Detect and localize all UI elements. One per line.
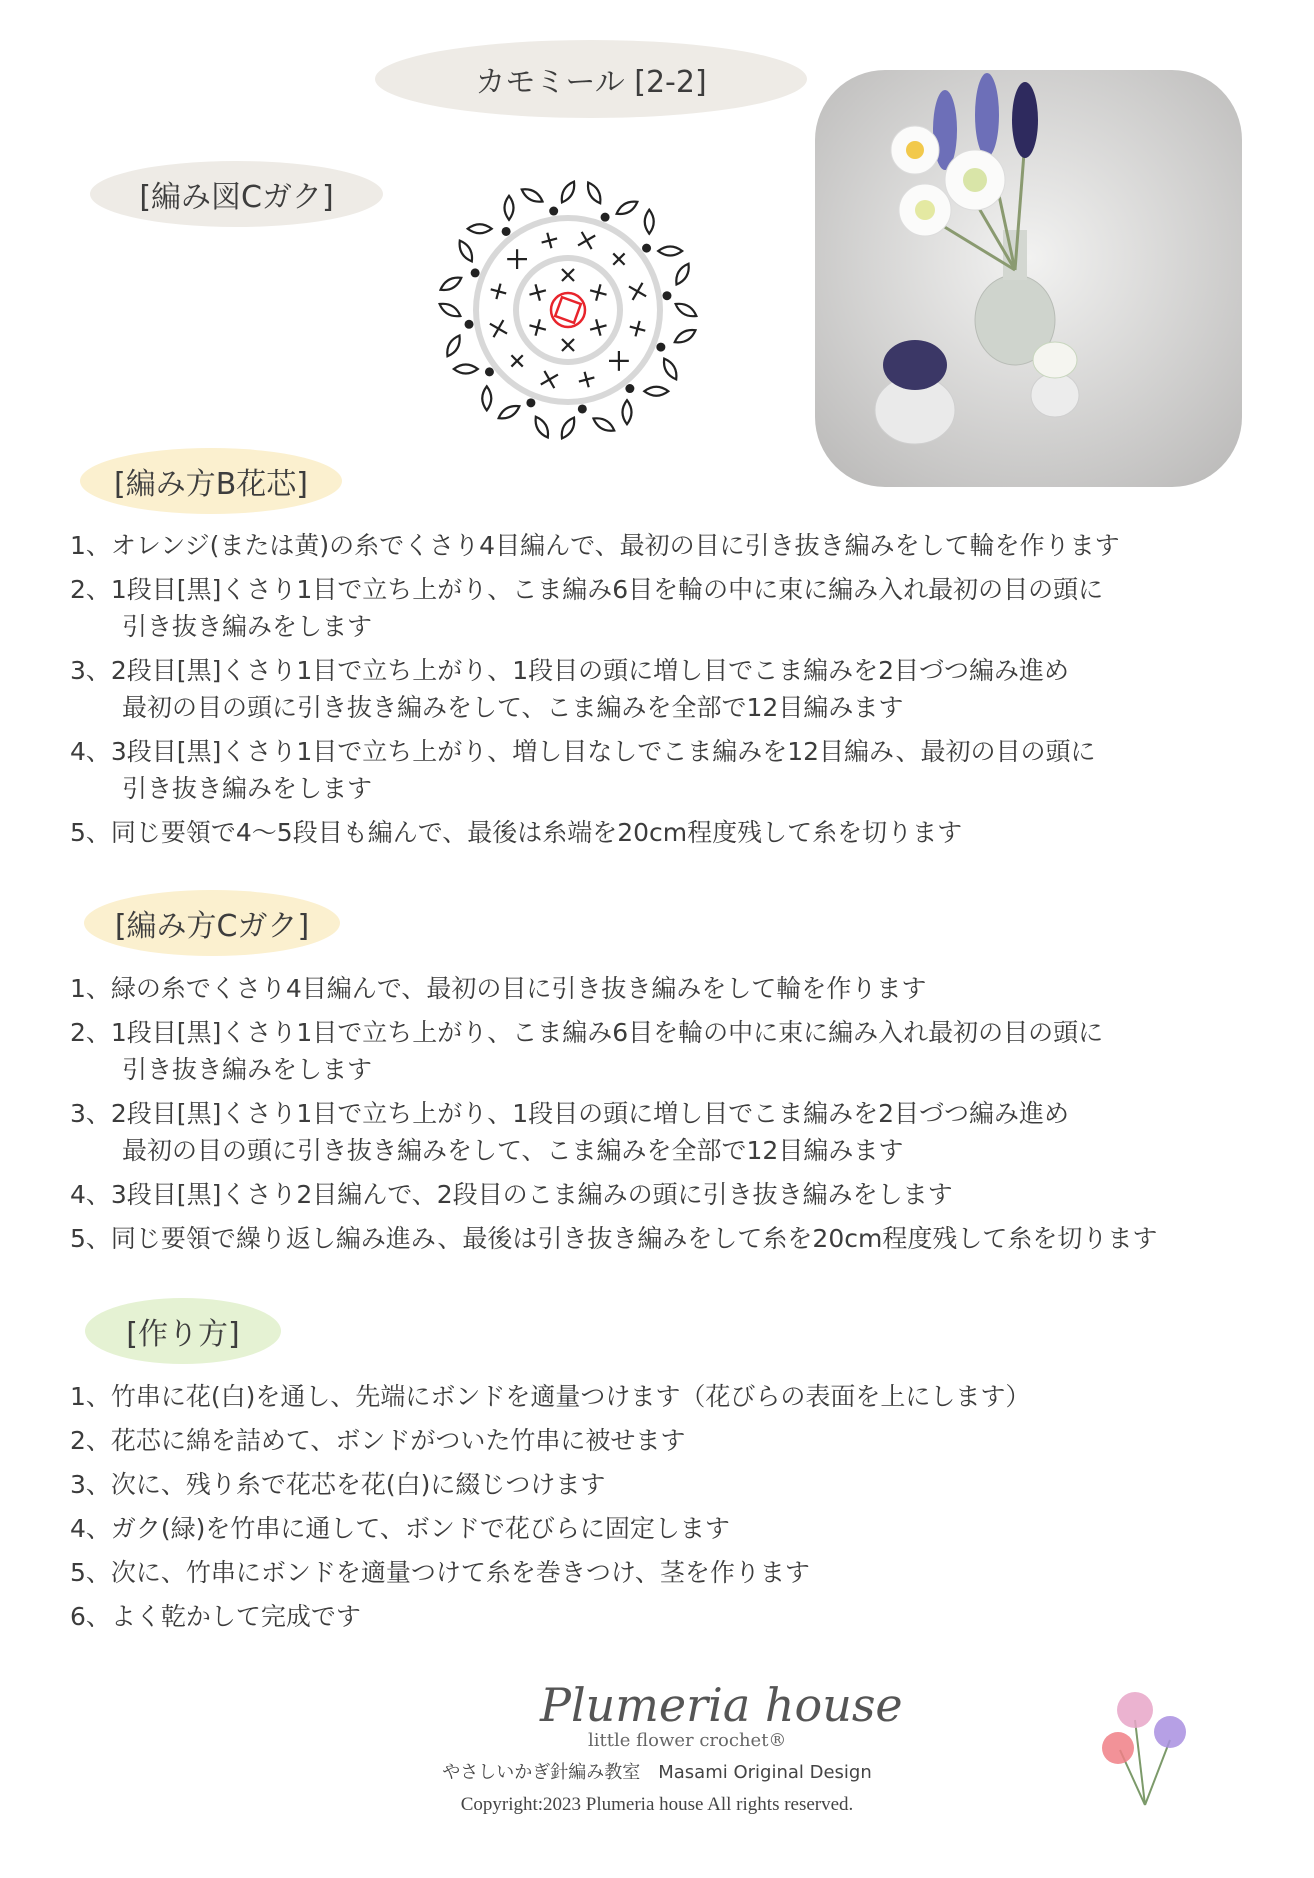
list-item: 2、1段目[黒]くさり1目で立ち上がり、こま編み6目を輪の中に束に編み入れ最初の目の頭に 引き抜き編みをします	[70, 575, 1104, 641]
list-item: 2、1段目[黒]くさり1目で立ち上がり、こま編み6目を輪の中に束に編み入れ最初の目の頭に 引き抜き編みをします	[70, 1018, 1104, 1084]
list-item: 4、3段目[黒]くさり1目で立ち上がり、増し目なしでこま編みを12目編み、最初の目の頭に 引き抜き編みをします	[70, 737, 1096, 803]
logo-main-text: Plumeria house	[540, 1678, 903, 1732]
crochet-chart	[418, 160, 718, 460]
list-item: 4、3段目[黒]くさり2目編んで、2段目のこま編みの頭に引き抜き編みをします	[70, 1180, 953, 1209]
brand-logo	[530, 1678, 903, 1758]
section-make-steps	[70, 1378, 1030, 1642]
section-c-heading: [編み方Cガク]	[84, 890, 340, 956]
section-make-heading: [作り方]	[85, 1298, 281, 1364]
center-ring-icon	[551, 293, 585, 327]
copyright-text: Copyright:2023 Plumeria house All rights reserved.	[460, 1794, 854, 1815]
list-item: 2、花芯に綿を詰めて、ボンドがついた竹串に被せます	[70, 1426, 686, 1455]
section-c-steps	[70, 970, 1157, 1264]
list-item: 1、竹串に花(白)を通し、先端にボンドを適量つけます（花びらの表面を上にします）	[70, 1382, 1031, 1411]
list-item: 4、ガク(緑)を竹串に通して、ボンドで花びらに固定します	[70, 1514, 730, 1543]
section-b-steps	[70, 527, 1120, 858]
section-b-heading: [編み方B花芯]	[80, 448, 342, 514]
footer-tagline: やさしいかぎ針編み教室 Masami Original Design	[442, 1762, 872, 1783]
chart-label: [編み図Cガク]	[90, 161, 383, 227]
list-item: 5、次に、竹串にボンドを適量つけて糸を巻きつけ、茎を作ります	[70, 1558, 810, 1587]
flower-illustration-icon	[1090, 1680, 1200, 1810]
list-item: 1、オレンジ(または黄)の糸でくさり4目編んで、最初の目に引き抜き編みをして輪を作ります	[70, 531, 1120, 560]
list-item: 3、2段目[黒]くさり1目で立ち上がり、1段目の頭に増し目でこま編みを2目づつ編み進め 最初の目の頭に引き抜き編みをして、こま編みを全部で12目編みます	[70, 1099, 1070, 1165]
list-item: 5、同じ要領で4〜5段目も編んで、最後は糸端を20cm程度残して糸を切ります	[70, 818, 963, 847]
list-item: 3、2段目[黒]くさり1目で立ち上がり、1段目の頭に増し目でこま編みを2目づつ編み進め 最初の目の頭に引き抜き編みをして、こま編みを全部で12目編みます	[70, 656, 1070, 722]
list-item: 5、同じ要領で繰り返し編み進み、最後は引き抜き編みをして糸を20cm程度残して糸を切ります	[70, 1224, 1158, 1253]
page-title: カモミール [2-2]	[375, 40, 807, 118]
chamomile-photo	[815, 70, 1242, 487]
list-item: 1、緑の糸でくさり4目編んで、最初の目に引き抜き編みをして輪を作ります	[70, 974, 927, 1003]
list-item: 3、次に、残り糸で花芯を花(白)に綴じつけます	[70, 1470, 606, 1499]
list-item: 6、よく乾かして完成です	[70, 1602, 361, 1631]
logo-sub-text: little flower crochet®	[588, 1730, 787, 1751]
picot-dots-icon	[465, 207, 672, 414]
